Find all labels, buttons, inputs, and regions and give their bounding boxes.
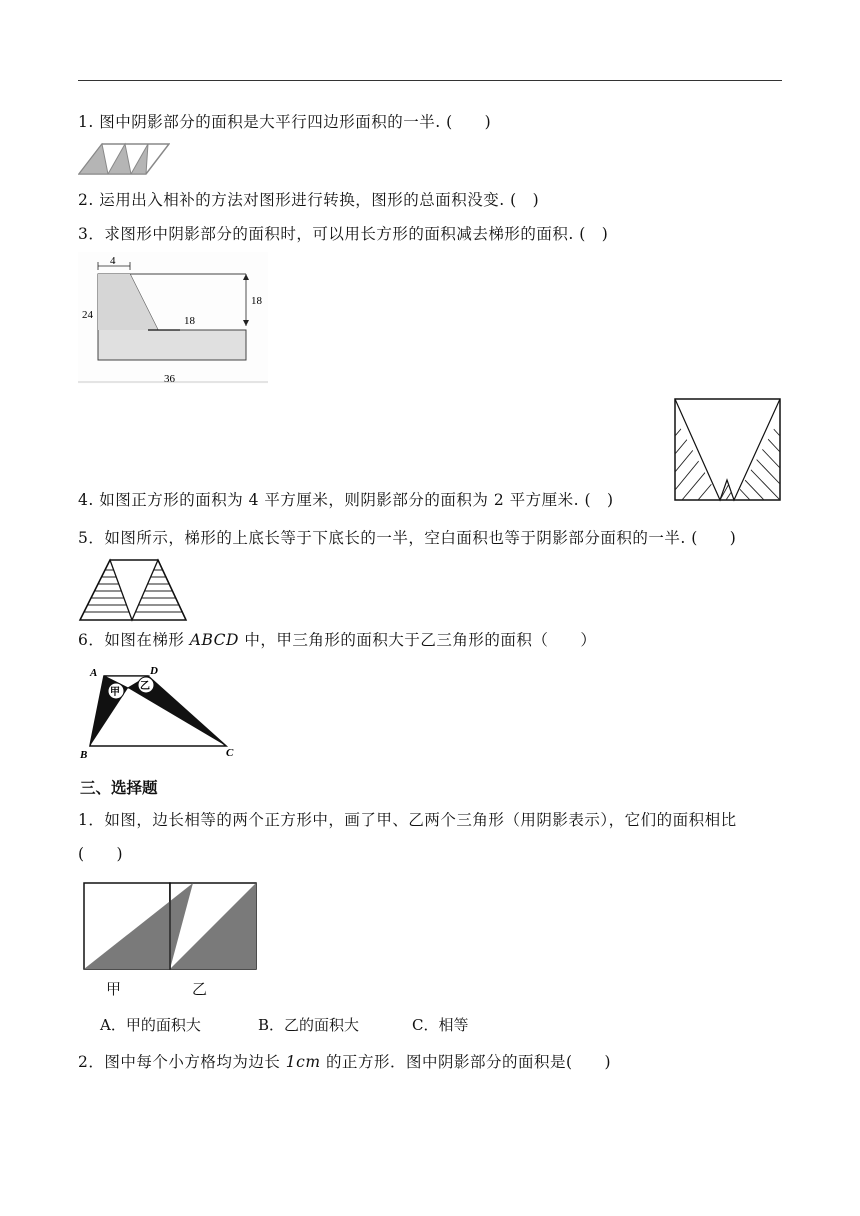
- choice-1-line2: ( ): [78, 845, 124, 863]
- label-yi: 乙: [140, 681, 150, 692]
- option-a[interactable]: A．甲的面积大: [100, 1016, 201, 1034]
- label-jia: 甲: [106, 980, 122, 998]
- option-b[interactable]: B．乙的面积大: [258, 1016, 360, 1034]
- question-6: 6．如图在梯形 ABCD 中，甲三角形的面积大于乙三角形的面积（ ）: [78, 631, 597, 649]
- vertex-a: A: [90, 667, 98, 679]
- dim-left: 24: [82, 309, 93, 321]
- label-jia: 甲: [110, 687, 120, 698]
- section-title: 三、选择题: [80, 779, 158, 797]
- dim-top: 4: [110, 255, 116, 267]
- vertex-c: C: [226, 747, 234, 759]
- choice-2: 2．图中每个小方格均为边长 1cm 的正方形．图中阴影部分的面积是( ): [78, 1053, 612, 1071]
- choice-1-line1: 1．如图，边长相等的两个正方形中，画了甲、乙两个三角形（用阴影表示），它们的面积相比: [78, 811, 737, 829]
- question-1: 1. 图中阴影部分的面积是大平行四边形面积的一半. ( ): [78, 113, 492, 131]
- two-squares-figure: [83, 882, 258, 970]
- top-rule: [78, 80, 782, 81]
- dim-bottom: 36: [164, 373, 175, 384]
- vertex-b: B: [80, 749, 88, 761]
- dim-right: 18: [251, 295, 262, 307]
- question-4: 4. 如图正方形的面积为 4 平方厘米，则阴影部分的面积为 2 平方厘米. ( ): [78, 491, 614, 509]
- trapezoid-abcd-figure: [78, 660, 240, 762]
- question-5: 5．如图所示，梯形的上底长等于下底长的一半，空白面积也等于阴影部分面积的一半. ( ): [78, 529, 737, 547]
- rectangle-trapezoid-figure: [78, 252, 268, 384]
- question-2: 2. 运用出入相补的方法对图形进行转换，图形的总面积没变. ( ): [78, 191, 540, 209]
- label-yi: 乙: [192, 980, 208, 998]
- square-v-figure: [672, 396, 784, 504]
- question-3: 3．求图形中阴影部分的面积时，可以用长方形的面积减去梯形的面积. ( ): [78, 225, 609, 243]
- vertex-d: D: [150, 665, 158, 677]
- option-c[interactable]: C．相等: [412, 1016, 469, 1034]
- dim-inner: 18: [184, 315, 195, 327]
- parallelogram-figure: [78, 142, 170, 176]
- trapezoid-striped-figure: [78, 556, 188, 622]
